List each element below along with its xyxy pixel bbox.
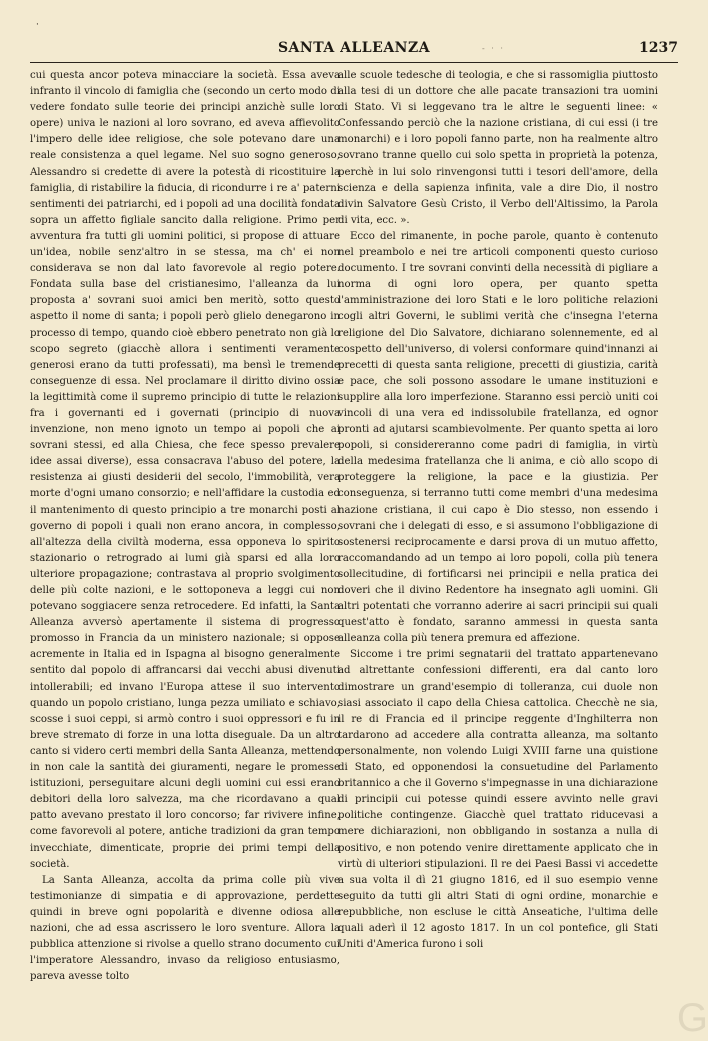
right-paragraph-2: Ecco del rimanente, in poche parole, quanto è contenuto nel preambolo e nei tre articoli componenti questo curioso documento. I tre sovrani convinti della necessità di pigliare a norma di ogni loro opera, per quanto spetta l'amministrazione dei loro Stati e le loro politiche relazioni cogli altri Governi, le sublimi verità che c'insegna l'eterna religione del Dio Salvatore, dichiarano solennemente, ed al cospetto dell'universo, di volersi conformare quind'innanzi ai precetti di questa santa religione, precetti di giustizia, carità e pace, che soli possono assodare le umane instituzioni e supplire alla loro imperfezione. Staranno essi perciò uniti coi vincoli di una vera ed indissolubile fratellanza, ed ognor pronti ad ajutarsi scambievolmente. Per quanto spetta ai loro popoli, si considereranno come padri di famiglia, in virtù della medesima fratellanza che li anima, e ciò allo scopo di proteggere la religione, la pace e la giustizia. Per conseguenza, si terranno tutti come membri d'una medesima nazione cristiana, il cui capo è Dio stesso, non essendo i sovrani che i delegati di esso, e si assumono l'obbligazione di sostenersi reciprocamente e darsi prova di un mutuo affetto, raccomandando ad un tempo ai loro popoli, colla più tenera sollecitudine, di fortificarsi nei principii e nella pratica dei doveri che il divino Redentore ha insegnato agli uomini. Gli altri potentati che vorranno aderire ai sacri principii sui quali quest'atto è fondato, saranno ammessi in questa santa alleanza colla più tenera premura ed affezione. xyxy=(338,230,658,645)
page-number: 1237 xyxy=(639,40,678,56)
watermark: G xyxy=(676,996,708,1040)
page-header xyxy=(30,40,678,63)
left-paragraph-2: La Santa Alleanza, accolta da prima colle più vive testimonianze di simpatia e di approvazione, perdette quindi in breve ogni popolarità e divenne odiosa alle nazioni, che ad essa ascrissero le loro sventure. Allora la pubblica attenzione si rivolse a quello strano documento cui l'imperatore Alessandro, invaso da religioso entusiasmo, pareva avesse tolto xyxy=(30,874,340,983)
print-smudge: - · · xyxy=(482,44,505,53)
right-paragraph-3: Siccome i tre primi segnatarii del trattato appartenevano ad altrettante confessioni differenti, era dal canto loro dimostrare un grand'esempio di tolleranza, cui duole non siasi associato il capo della Chiesa cattolica. Checchè ne sia, il re di Francia ed il principe reggente d'Inghilterra non tardarono ad accedere alla contratta alleanza, ma soltanto personalmente, non volendo Luigi XVIII farne una quistione di Stato, ed opponendosi la consuetudine del Parlamento britannico a che il Governo s'impegnasse in una dichiarazione di principii cui potesse quindi essere avvinto nelle gravi politiche contingenze. Giacchè quel trattato riducevasi a mere dichiarazioni, non obbligando in sostanza a nulla di positivo, e non potendo venire direttamente applicato che in virtù di ulteriori stipulazioni. Il re dei Paesi Bassi vi accedette a sua volta il dì 21 giugno 1816, ed il suo esempio venne seguito da tutti gli altri Stati di ogni ordine, monarchie e repubbliche, non escluse le città Anseatiche, l'ultima delle quali aderì il 12 agosto 1817. In un col pontefice, gli Stati Uniti d'America furono i soli xyxy=(338,649,658,951)
running-title: SANTA ALLEANZA xyxy=(277,40,431,56)
right-paragraph-1: alle scuole tedesche di teologia, e che si rassomiglia piuttosto alla tesi di un dottore che alle pacate transazioni tra uomini di Stato. Vi si leggevano tra le altre le seguenti linee: « Confessando perciò che la nazione cristiana, di cui essi (i tre monarchi) e i loro popoli fanno parte, non ha realmente altro sovrano tranne quello cui solo spetta in proprietà la potenza, perchè in lui solo rinvengonsi tutti i tesori dell'amore, della scienza e della sapienza infinita, vale a dire Dio, il nostro divin Salvatore Gesù Cristo, il Verbo dell'Altissimo, la Parola di vita, ecc. ». xyxy=(338,70,658,226)
margin-mark: · xyxy=(36,20,39,30)
right-column xyxy=(338,68,658,1003)
left-paragraph-1: cui questa ancor poteva minacciare la società. Essa aveva infranto il vincolo di famiglia che (secondo un certo modo di vedere fondato sulle teorie dei principi anzichè sulle loro opere) univa le nazioni al loro sovrano, ed aveva affievolito l'impero delle idee religiose, che sole potevano dare una reale consistenza a quel legame. Nel suo sogno generoso, Alessandro si credette di avere la potestà di ricostituire la famiglia, di ristabilire la fiducia, di ricondurre i re a' paterni sentimenti dei patriarchi, ed i popoli ad una docilità fondata sopra un affetto figliale sancito dalla religione. Primo per avventura fra tutti gli uomini politici, si propose di attuare un'idea, nobile senz'altro in se stessa, ma ch' ei non considerava se non dal lato favorevole al regio potere. Fondata sulla base del cristianesimo, l'alleanza da lui proposta a' sovrani suoi amici ben meritò, sotto questo aspetto il nome di santa; i popoli però glielo denegarono in processo di tempo, quando cioè ebbero penetrato non già lo scopo segreto (giacchè allora i sentimenti veramente generosi erano da tutti professati), ma bensì le tremende conseguenze di essa. Nel proclamare il diritto divino ossia la legittimità come il supremo principio di tutte le relazioni fra i governanti ed i governati (principio di nuova invenzione, non meno ignoto un tempo ai popoli che ai sovrani stessi, ed alla Chiesa, che fece spesso prevalere idee assai diverse), essa consacrava l'abuso del potere, la resistenza ai giusti desiderii del secolo, l'immobilità, vera morte d'ogni umano consorzio; e nell'affidare la custodia ed il mantenimento di questo principio a tre monarchi posti al governo di popoli i quali non erano ancora, in complesso, all'altezza della civiltà moderna, essa opponeva lo spirito stazionario o retrogrado ai lumi già sparsi ed alla loro ulteriore propagazione; contrastava al proprio svolgimento delle più colte nazioni, e le sottoponeva a leggi cui non potevano soggiacere senza retrocedere. Ed infatti, la Santa Alleanza avversò apertamente il sistema di progresso promosso in Francia da un ministero nazionale; si oppose acremente in Italia ed in Ispagna al bisogno generalmente sentito dal popolo di affrancarsi dai vecchi abusi divenuti intollerabili; ed invano l'Europa attese il suo intervento quando un popolo cristiano, lunga pezza umiliato e schiavo, scosse i suoi ceppi, si armò contro i suoi oppressori e fu in breve stremato di forze in una lotta diseguale. Da un altro canto si videro certi membri della Santa Alleanza, mettendo in non cale la santità dei giuramenti, negare le promesse istituzioni, perseguitare alcuni degli uomini cui essi erano debitori della loro salvezza, ma che ricordavano a qual patto avevano prestato il loro concorso; far rivivere infine, come favorevoli al potere, antiche tradizioni da gran tempo invecchiate, dimenticate, proprie dei primi tempi della società. xyxy=(30,70,340,870)
left-column xyxy=(30,68,340,1003)
